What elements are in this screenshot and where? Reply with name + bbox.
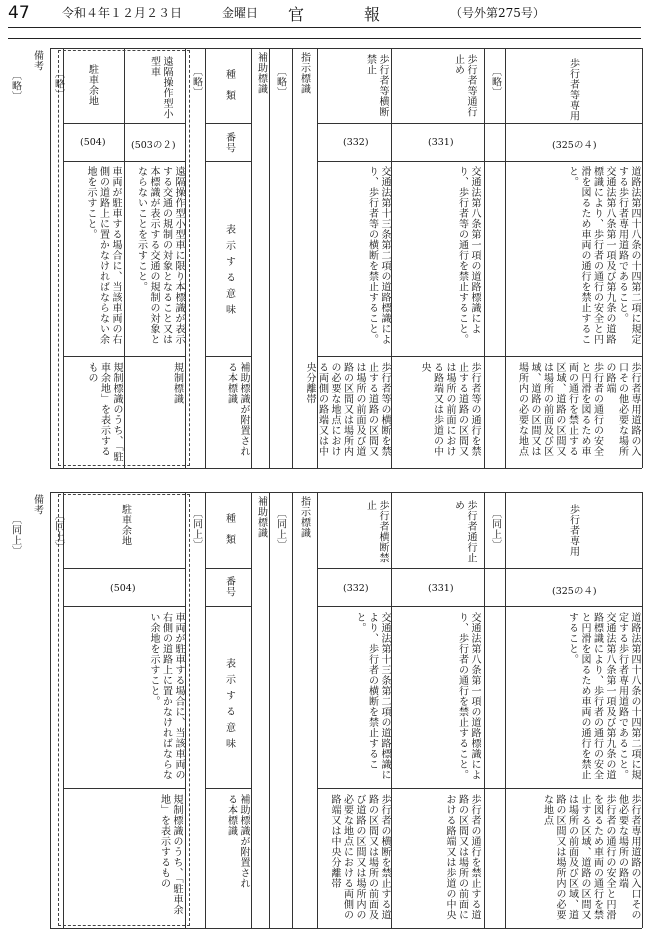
sign-meaning: 道路法第四十八条の十四第二項に規定する歩行者専用道路であること。 交通法第八条第一項及び第九条の道路標識により、歩行者の通行の安全と円滑を図るため車両の通行を禁止すること。 <box>566 612 640 780</box>
sign-name: 歩行者通行止め <box>452 500 476 563</box>
sign-meaning: 交通法第八条第一項の道路標識により、歩行者の通行を禁止すること。 <box>456 612 480 780</box>
sign-number: (504) <box>80 137 106 148</box>
bikou-label: 備考 <box>31 494 43 515</box>
sign-number: (331) <box>428 137 454 148</box>
page-header <box>0 0 653 28</box>
sign-meaning: 車両が駐車する場合に、当該車両の右側の道路上に置かなければならない余地を示すこと。 <box>85 166 121 345</box>
sign-name: 歩行者横断禁止 <box>364 500 388 563</box>
page-number: 47 <box>8 3 30 23</box>
sign-name: 駐車余地 <box>86 64 98 106</box>
sign-hojo: 規制標識 <box>171 362 183 404</box>
bikou-note: 〔同上〕 <box>9 514 21 556</box>
sign-hojo: 歩行者専用道路の入口その他必要な場所の路端 歩行者の通行の安全と円滑を図るため車両の通行を禁止する区域、道路の区間又は場所の前面及び区域、道路の区間又は場所内の必要な地点 <box>516 362 640 457</box>
hojo-hyoshiki-label: 補助標識 <box>255 496 267 538</box>
table-section-before <box>0 44 653 474</box>
bikou-note: 〔略〕 <box>9 70 21 102</box>
weekday: 金曜日 <box>222 6 259 20</box>
label-bango: 番号 <box>223 576 235 597</box>
sign-hojo: 歩行者の通行を禁止する道路の区間又は場所の前面における路端又は歩道の中央 <box>444 794 480 920</box>
sign-number: (504) <box>110 583 136 594</box>
sign-hojo: 歩行者等の横断を禁止する道路の区間又は場所の前面及び道路の区間又は場所内の必要な地点における両側の路端又は中央分離帯 <box>304 362 390 457</box>
sign-name: 歩行者等専用 <box>567 58 579 121</box>
label-imi: 表示する意味 <box>223 224 235 320</box>
sign-meaning: 遠隔操作型小型車に限り本標識が表示する交通の規制の対象となること又は本標識が表示する交通の規制の対象とならないことを示すこと。 <box>135 166 184 345</box>
sign-number: (332) <box>343 583 369 594</box>
label-imi: 表示する意味 <box>223 658 235 754</box>
bikou-label: 備考 <box>31 50 43 71</box>
header-rule <box>8 27 641 28</box>
shiji-hyoshiki-label: 指示標識 <box>298 496 310 538</box>
sign-hojo: 規制標識のうち、「駐車余地」を表示するもの <box>158 794 182 915</box>
sign-number: (332) <box>343 137 369 148</box>
ryaku-marker: 〔略〕 <box>190 66 202 98</box>
sign-meaning: 交通法第十三条第二項の道路標識により、歩行者の横断を禁止すること。 <box>354 612 390 780</box>
table-bottom-border <box>50 468 642 469</box>
issue-number: （号外第275号） <box>450 6 545 20</box>
ryaku-marker: 〔略〕 <box>489 66 501 98</box>
sign-name: 遠隔操作型小型車 <box>148 56 172 119</box>
sign-meaning: 交通法第十三条第二項の道路標識により、歩行者等の横断を禁止すること。 <box>366 166 390 345</box>
col-ryaku: 〔略〕 <box>52 68 64 100</box>
sign-hojo: 歩行者等の通行を禁止する道路の区間又は場所の前面における路端又は歩道の中央 <box>419 362 480 457</box>
ryaku-marker: 〔略〕 <box>274 66 286 98</box>
sign-meaning: 道路法第四十八条の十四第二項に規定する歩行者専用道路であること。 交通法第八条第一項及び第九条の道路標識により、歩行者の通行の安全と円滑を図るため車両の通行を禁止すること。 <box>566 166 640 345</box>
ryaku-marker: 〔同上〕 <box>274 508 286 550</box>
sign-hojo: 歩行者の横断を禁止する道路の区間又は場所の前面及び道路の区間又は場所内の必要な地点における両側の路端又は中央分離帯 <box>329 794 390 920</box>
ryaku-marker: 〔同上〕 <box>190 508 202 550</box>
sign-hojo: 歩行者専用道路の入口その他必要な場所の路端 歩行者の通行の安全と円滑を図るため車両の通行を禁止する区域、道路の区間又は場所の前面及び区域、道路の区間又は場所内の必要な地点 <box>541 794 640 920</box>
label-bango: 番号 <box>223 132 235 153</box>
sign-hojo: 規制標識のうち、「駐車余地」を表示するもの <box>86 362 122 462</box>
sign-name: 歩行者等横断禁止 <box>364 54 388 117</box>
hojo-hyoshiki-label: 補助標識 <box>255 52 267 94</box>
sign-number: (325の４) <box>552 140 597 151</box>
table-section-after <box>0 488 653 938</box>
ryaku-marker: 〔同上〕 <box>489 508 501 550</box>
label-hojo: 補助標識が附置される本標識 <box>225 794 249 889</box>
sign-meaning: 車両が駐車する場合に、当該車両の右側の道路上に置かなければならない余地を示すこと。 <box>148 612 184 780</box>
header-rule <box>8 38 641 39</box>
gazette-title: 官 報 <box>288 5 403 24</box>
sign-meaning: 交通法第八条第一項の道路標識により、歩行者等の通行を禁止すること。 <box>456 166 480 345</box>
sign-name: 歩行者等通行止め <box>452 54 476 117</box>
label-shurui: 種 類 <box>223 513 235 545</box>
issue-date: 令和４年１２月２３日 <box>62 6 183 20</box>
sign-name: 歩行者専用 <box>567 504 579 557</box>
label-hojo: 補助標識が附置される本標識 <box>225 362 249 457</box>
shiji-hyoshiki-label: 指示標識 <box>298 52 310 94</box>
sign-number: (331) <box>428 583 454 594</box>
sign-number: (503の２) <box>131 140 176 151</box>
col-ryaku: 〔同上〕 <box>52 510 64 552</box>
label-shurui: 種 類 <box>223 69 235 101</box>
sign-name: 駐車余地 <box>119 504 131 546</box>
sign-number: (325の４) <box>552 586 597 597</box>
